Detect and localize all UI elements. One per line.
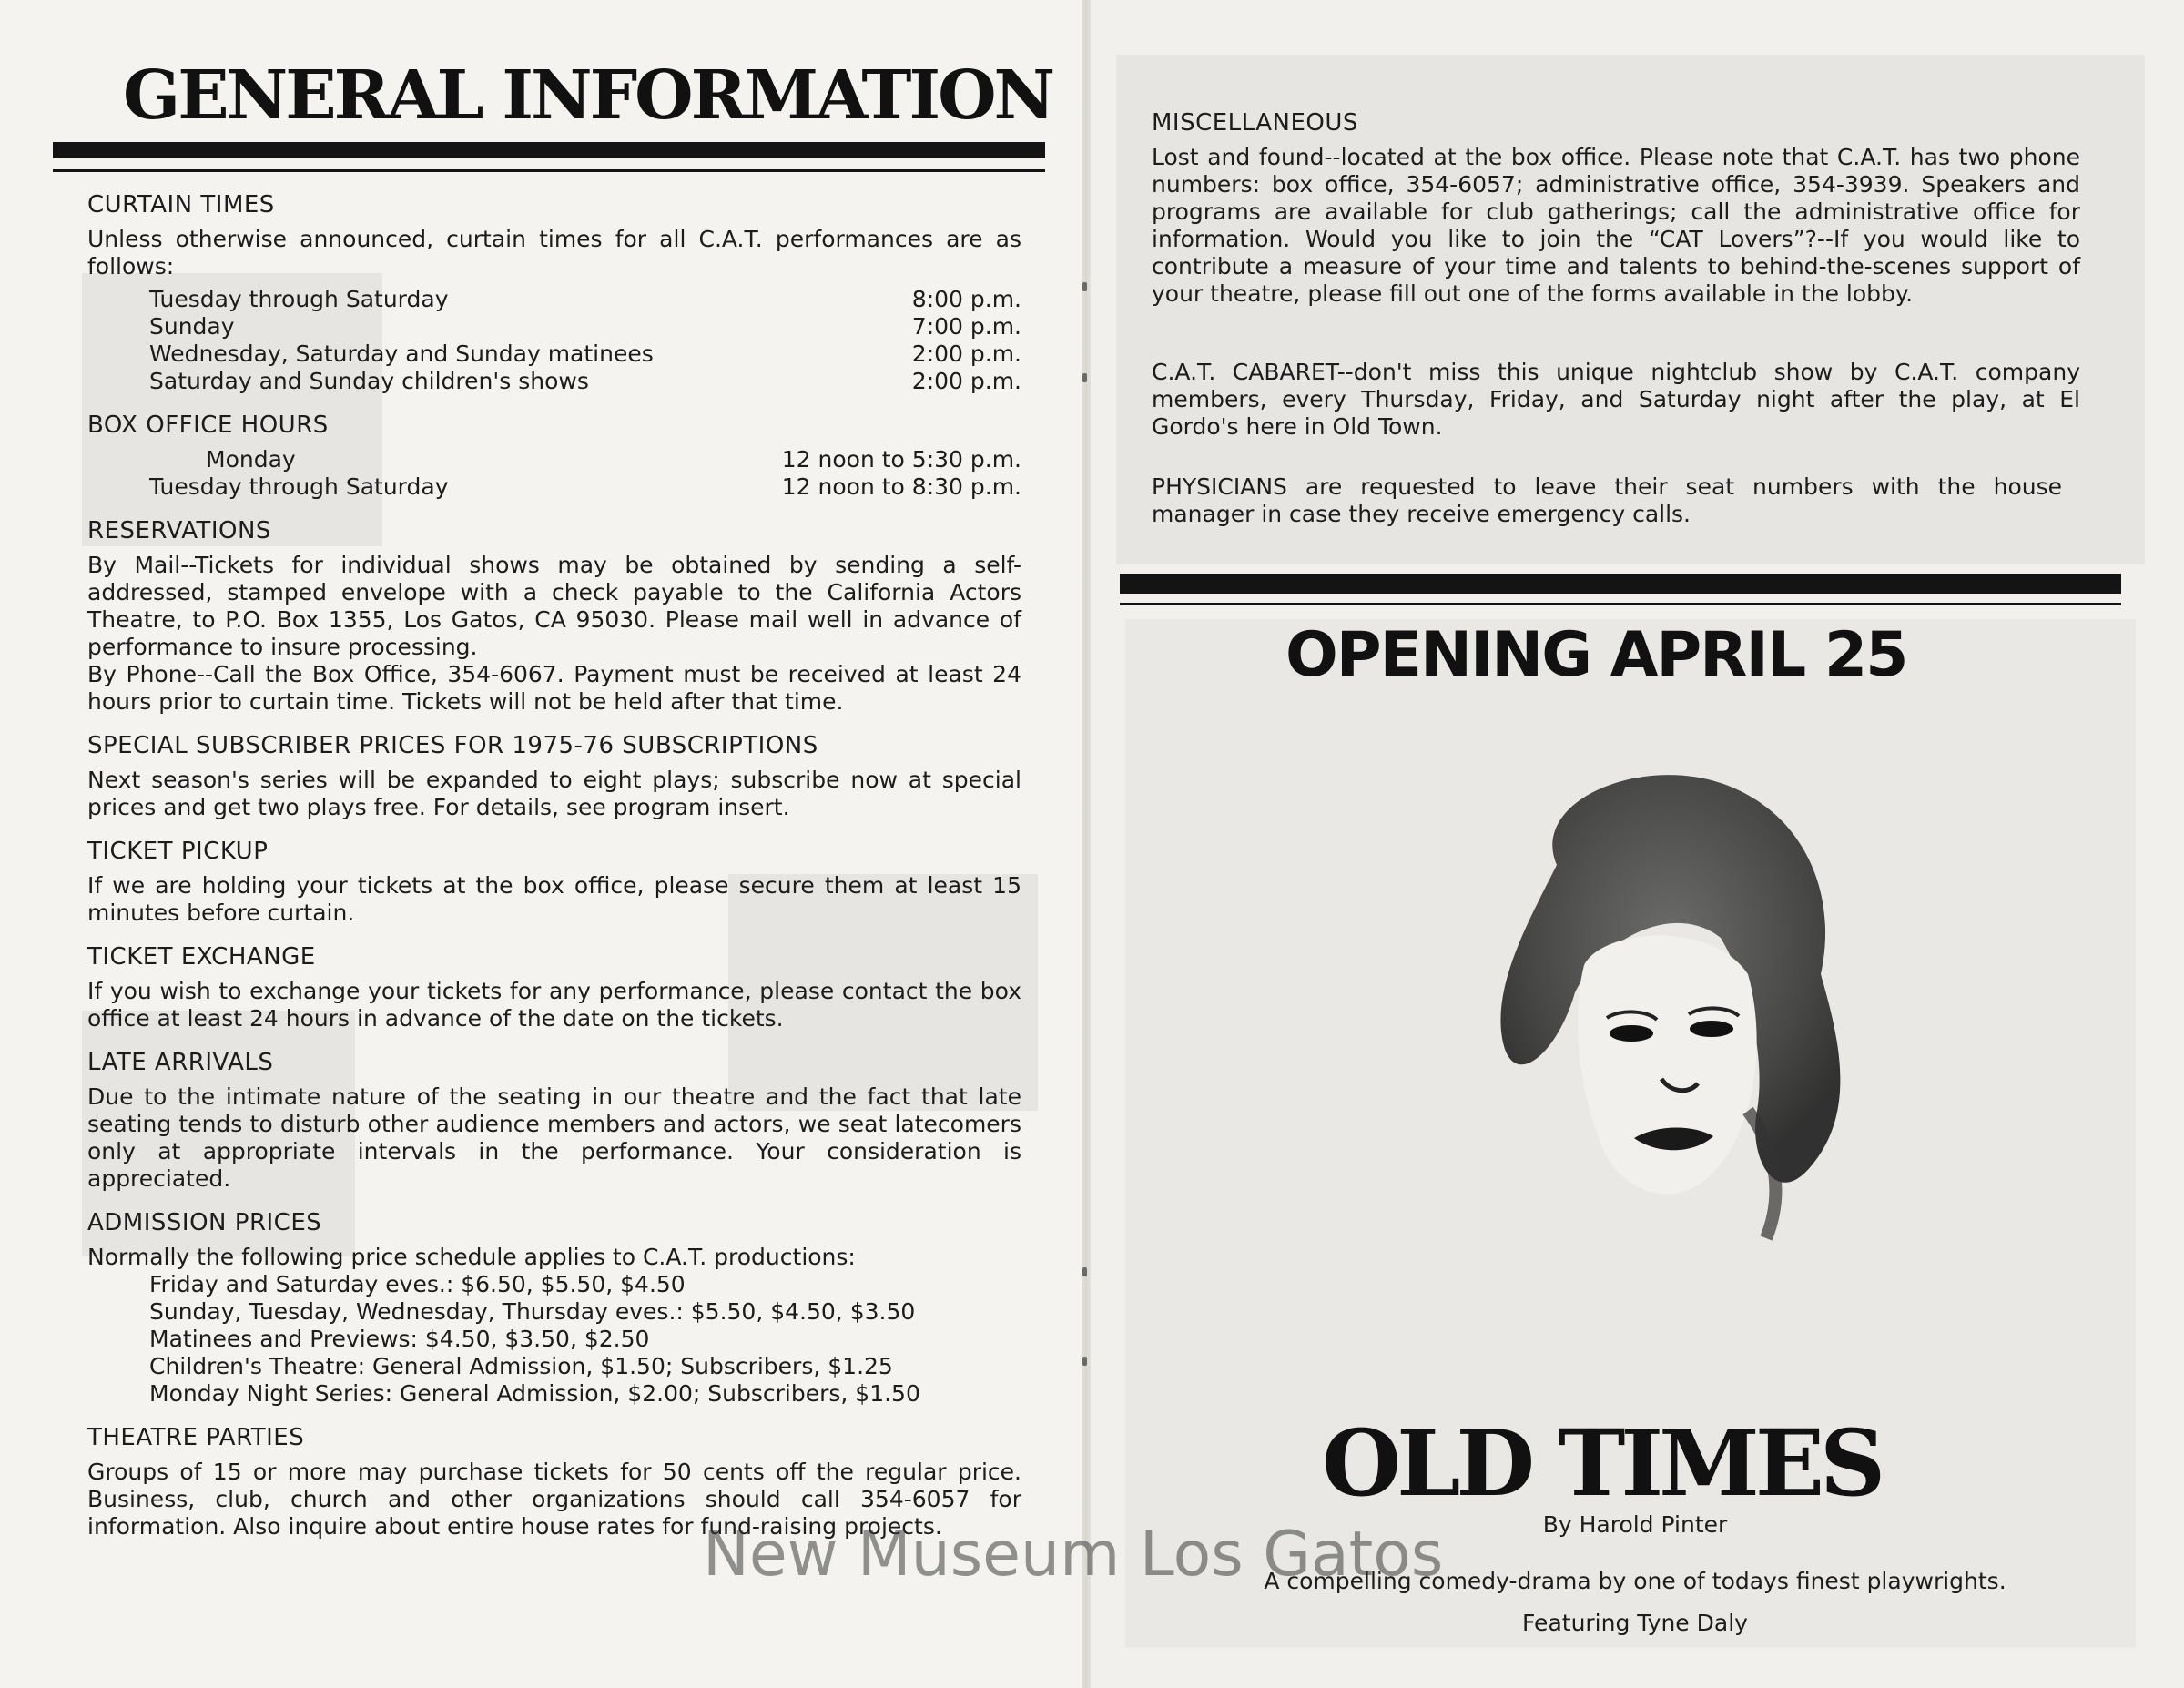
schedule-row bbox=[87, 313, 1021, 341]
staple-mark bbox=[1082, 282, 1087, 291]
schedule-label: Tuesday through Saturday bbox=[149, 286, 449, 312]
schedule-time: 2:00 p.m. bbox=[911, 368, 1021, 394]
section-heading: TICKET PICKUP bbox=[87, 838, 269, 865]
hours-label: Tuesday through Saturday bbox=[149, 473, 449, 500]
section-heading: THEATRE PARTIES bbox=[87, 1424, 305, 1451]
schedule-row bbox=[87, 368, 1021, 395]
section-heading: TICKET EXCHANGE bbox=[87, 943, 316, 971]
portrait-illustration bbox=[1475, 765, 1857, 1347]
featuring: Featuring Tyne Daly bbox=[1522, 1610, 1748, 1636]
schedule-time: 8:00 p.m. bbox=[911, 286, 1021, 312]
price-line: Children's Theatre: General Admission, $1.50; Subscribers, $1.25 bbox=[149, 1353, 893, 1379]
section-heading: SPECIAL SUBSCRIBER PRICES FOR 1975-76 SUBSCRIPTIONS bbox=[87, 732, 818, 759]
price-line: Friday and Saturday eves.: $6.50, $5.50, $4.50 bbox=[149, 1271, 686, 1297]
section-heading: CURTAIN TIMES bbox=[87, 191, 275, 219]
physicians-text: PHYSICIANS are requested to leave their seat numbers with the house manager in case they receive emergency calls. bbox=[1152, 473, 2062, 527]
title-rule bbox=[53, 169, 1045, 172]
section-text: If we are holding your tickets at the box office, please secure them at least 15 minutes before curtain. bbox=[87, 872, 1021, 926]
price-line: Monday Night Series: General Admission, $2.00; Subscribers, $1.50 bbox=[149, 1380, 920, 1407]
section-heading: BOX OFFICE HOURS bbox=[87, 412, 329, 439]
section-text: Lost and found--located at the box office. Please note that C.A.T. has two phone numbers: box office, 354-6057; administrative office, 354-3939. Speakers and programs are available for club gatherings; call the administrative office for information. Would you like to join the “CAT Lovers”?--If you would like to contribute a measure of your time and talents to behind-the-scenes support of your theatre, please fill out one of the forms available in the lobby. bbox=[1152, 144, 2080, 307]
hours-time: 12 noon to 8:30 p.m. bbox=[781, 473, 1021, 500]
divider-bar bbox=[1120, 574, 2121, 594]
tagline: A compelling comedy-drama by one of todays finest playwrights. bbox=[1264, 1568, 2006, 1594]
price-line: Sunday, Tuesday, Wednesday, Thursday eves.: $5.50, $4.50, $3.50 bbox=[149, 1298, 916, 1325]
section-text: Due to the intimate nature of the seating in our theatre and the fact that late seating tends to disturb other audience members and actors, we seat latecomers only at appropriate intervals in the performance. Your consideration is appreciated. bbox=[87, 1083, 1021, 1192]
section-text: If you wish to exchange your tickets for any performance, please contact the box office at least 24 hours in advance of the date on the tickets. bbox=[87, 978, 1021, 1032]
price-line: Matinees and Previews: $4.50, $3.50, $2.50 bbox=[149, 1326, 650, 1352]
general-info-column bbox=[87, 191, 1021, 1541]
page-title: GENERAL INFORMATION bbox=[123, 56, 1053, 135]
section-text: Unless otherwise announced, curtain times for all C.A.T. performances are as follows: bbox=[87, 226, 1021, 280]
hours-row bbox=[87, 473, 1021, 501]
cabaret-text: C.A.T. CABARET--don't miss this unique nightclub show by C.A.T. company members, every Thursday, Friday, and Saturday night after the play, at El Gordo's here in Old Town. bbox=[1152, 359, 2080, 440]
staple-mark bbox=[1082, 1357, 1087, 1366]
schedule-label: Sunday bbox=[149, 313, 235, 340]
watermark: New Museum Los Gatos bbox=[703, 1519, 1444, 1591]
section-text: Next season's series will be expanded to eight plays; subscribe now at special prices and get two plays free. For details, see program insert. bbox=[87, 767, 1021, 820]
late-arrivals-section bbox=[87, 1049, 1021, 1193]
section-text: Normally the following price schedule applies to C.A.T. productions: bbox=[87, 1244, 856, 1270]
miscellaneous-section bbox=[1152, 109, 2080, 308]
section-text: Groups of 15 or more may purchase tickets for 50 cents off the regular price. Business, club, church and other organizations should call 354-6057 for information. Also inquire about entire house rates for fund-raising projects. bbox=[87, 1459, 1021, 1540]
divider-rule bbox=[1120, 603, 2121, 605]
schedule-row bbox=[87, 286, 1021, 313]
section-heading: MISCELLANEOUS bbox=[1152, 109, 1358, 137]
schedule-label: Saturday and Sunday children's shows bbox=[149, 368, 589, 394]
hours-time: 12 noon to 5:30 p.m. bbox=[781, 446, 1021, 473]
schedule-label: Wednesday, Saturday and Sunday matinees bbox=[149, 341, 654, 367]
opening-date: OPENING APRIL 25 bbox=[1285, 619, 1907, 691]
hours-row bbox=[87, 446, 1021, 473]
binding-gutter bbox=[1082, 0, 1091, 1688]
schedule-time: 7:00 p.m. bbox=[911, 313, 1021, 340]
ticket-exchange-section bbox=[87, 943, 1021, 1032]
curtain-times-section bbox=[87, 191, 1021, 395]
section-heading: LATE ARRIVALS bbox=[87, 1049, 274, 1076]
section-heading: RESERVATIONS bbox=[87, 517, 271, 544]
title-bar bbox=[53, 142, 1045, 158]
admission-section bbox=[87, 1209, 1021, 1408]
schedule-row bbox=[87, 341, 1021, 368]
staple-mark bbox=[1082, 373, 1087, 382]
section-text: By Phone--Call the Box Office, 354-6067. Payment must be received at least 24 hours prior to curtain time. Tickets will not be held after that time. bbox=[87, 661, 1021, 715]
hours-label: Monday bbox=[206, 446, 296, 473]
section-text: By Mail--Tickets for individual shows may be obtained by sending a self-addressed, stamped envelope with a check payable to the California Actors Theatre, to P.O. Box 1355, Los Gatos, CA 95030. Please mail well in advance of performance to insure processing. bbox=[87, 552, 1021, 660]
show-title: OLD TIMES bbox=[1322, 1409, 1882, 1517]
reservations-section bbox=[87, 517, 1021, 716]
section-heading: ADMISSION PRICES bbox=[87, 1209, 322, 1236]
box-office-section bbox=[87, 412, 1021, 501]
staple-mark bbox=[1082, 1267, 1087, 1276]
ticket-pickup-section bbox=[87, 838, 1021, 927]
byline: By Harold Pinter bbox=[1542, 1511, 1728, 1538]
subscriber-section bbox=[87, 732, 1021, 821]
schedule-time: 2:00 p.m. bbox=[911, 341, 1021, 367]
